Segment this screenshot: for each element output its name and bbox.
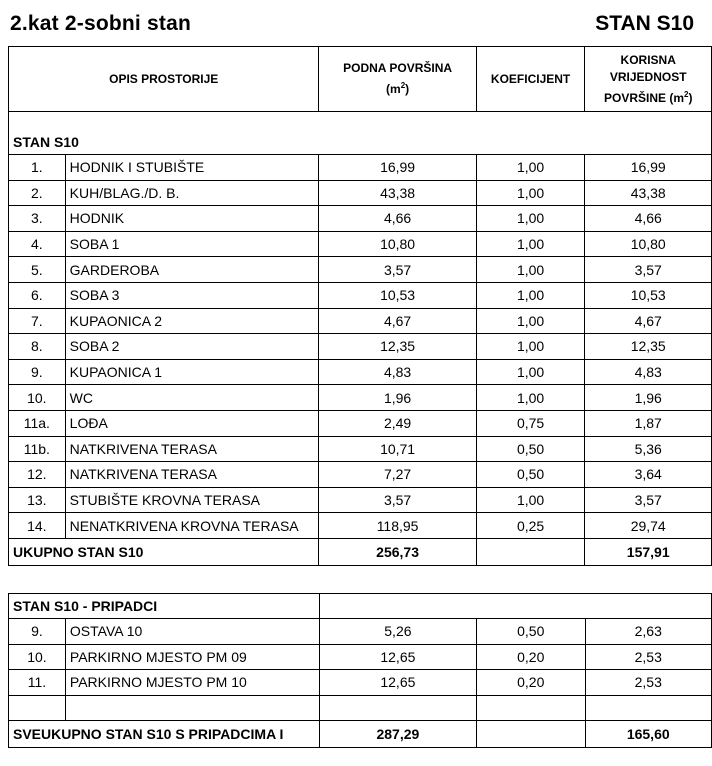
table-row [9,359,712,385]
coefficient: 0,50 [477,619,585,645]
floor-area: 12,65 [319,670,476,696]
table-row [9,513,712,539]
floor-area: 7,27 [319,462,476,488]
coefficient: 1,00 [476,206,585,232]
floor-area: 4,83 [319,359,476,385]
floor-area: 10,71 [319,436,476,462]
col-koef: KOEFICIJENT [476,47,585,112]
room-name: STUBIŠTE KROVNA TERASA [65,487,319,513]
room-name: LOĐA [65,410,319,436]
row-number: 14. [9,513,66,539]
usable-value: 3,57 [585,257,712,283]
empty-cell [319,695,476,721]
table-row [9,619,712,645]
total-coef-empty [476,538,585,565]
usable-value: 16,99 [585,155,712,181]
row-number: 11b. [9,436,66,462]
col-opis: OPIS PROSTORIJE [9,47,319,112]
usable-value: 4,67 [585,308,712,334]
row-number: 5. [9,257,66,283]
floor-area: 12,65 [319,644,476,670]
usable-value: 2,53 [585,644,712,670]
col-korisna: KORISNA VRIJEDNOST POVRŠINE $(m^2)$ [585,47,712,112]
coefficient: 1,00 [476,487,585,513]
table-row [9,410,712,436]
empty-cell [9,695,66,721]
table-row [9,487,712,513]
room-name: KUPAONICA 2 [65,308,319,334]
usable-value: 12,35 [585,334,712,360]
usable-value: 1,87 [585,410,712,436]
row-number: 12. [9,462,66,488]
usable-value: 4,83 [585,359,712,385]
room-name: SOBA 1 [65,231,319,257]
section-title: STAN S10 - PRIPADCI [9,594,320,619]
room-name: NATKRIVENA TERASA [65,436,319,462]
floor-area: 118,95 [319,513,476,539]
table-row [9,385,712,411]
usable-value: 29,74 [585,513,712,539]
floor-area: 2,49 [319,410,476,436]
empty-row [9,695,712,721]
appurtenance-table [8,593,712,748]
table-row [9,334,712,360]
room-name: HODNIK [65,206,319,232]
coefficient: 1,00 [476,257,585,283]
row-number: 9. [9,619,66,645]
room-name: KUH/BLAG./D. B. [65,180,319,206]
row-number: 13. [9,487,66,513]
usable-value: 2,53 [585,670,712,696]
grand-total-coef-empty [477,721,585,748]
room-name: PARKIRNO MJESTO PM 09 [65,644,319,670]
usable-value: 4,66 [585,206,712,232]
floor-area: 12,35 [319,334,476,360]
table-row [9,206,712,232]
grand-total-label: SVEUKUPNO STAN S10 S PRIPADCIMA I [9,721,320,748]
table-row [9,282,712,308]
coefficient: 0,25 [476,513,585,539]
room-name: SOBA 3 [65,282,319,308]
coefficient: 1,00 [476,308,585,334]
floor-area: 16,99 [319,155,476,181]
usable-value: 3,64 [585,462,712,488]
grand-total-area: 287,29 [319,721,476,748]
coefficient: 0,20 [477,644,585,670]
total-label: UKUPNO STAN S10 [9,538,319,565]
room-name: NATKRIVENA TERASA [65,462,319,488]
coefficient: 1,00 [476,282,585,308]
room-name: SOBA 2 [65,334,319,360]
usable-value: 10,80 [585,231,712,257]
floor-area: 3,57 [319,257,476,283]
room-name: HODNIK I STUBIŠTE [65,155,319,181]
floor-area: 3,57 [319,487,476,513]
row-number: 4. [9,231,66,257]
row-number: 2. [9,180,66,206]
section-title: STAN S10 [9,130,712,155]
floor-area: 10,53 [319,282,476,308]
floor-area: 4,67 [319,308,476,334]
apartment-title: STAN S10 [595,12,694,35]
coefficient: 1,00 [476,334,585,360]
usable-value: 1,96 [585,385,712,411]
coefficient: 0,50 [476,462,585,488]
empty-cell [585,695,712,721]
table-row [9,231,712,257]
usable-value: 43,38 [585,180,712,206]
room-name: PARKIRNO MJESTO PM 10 [65,670,319,696]
table-row [9,436,712,462]
total-row [9,538,712,565]
row-number: 10. [9,644,66,670]
table-row [9,257,712,283]
coefficient: 0,20 [477,670,585,696]
room-name: NENATKRIVENA KROVNA TERASA [65,513,319,539]
row-number: 6. [9,282,66,308]
floor-area: 10,80 [319,231,476,257]
total-area: 256,73 [319,538,476,565]
room-name: GARDEROBA [65,257,319,283]
row-number: 7. [9,308,66,334]
coefficient: 1,00 [476,155,585,181]
empty-cell [477,695,585,721]
usable-value: 2,63 [585,619,712,645]
room-name: OSTAVA 10 [65,619,319,645]
coefficient: 1,00 [476,231,585,257]
usable-value: 3,57 [585,487,712,513]
area-table [8,46,712,566]
row-number: 9. [9,359,66,385]
row-number: 3. [9,206,66,232]
table-row [9,308,712,334]
coefficient: 0,50 [476,436,585,462]
empty-cell [65,695,319,721]
table-row [9,180,712,206]
coefficient: 1,00 [476,385,585,411]
floor-area: 1,96 [319,385,476,411]
spacer-row [9,112,712,131]
floor-area: 43,38 [319,180,476,206]
row-number: 8. [9,334,66,360]
grand-total-row [9,721,712,748]
floor-area: 4,66 [319,206,476,232]
usable-value: 10,53 [585,282,712,308]
table-row [9,462,712,488]
row-number: 1. [9,155,66,181]
total-value: 157,91 [585,538,712,565]
usable-value: 5,36 [585,436,712,462]
room-name: KUPAONICA 1 [65,359,319,385]
section-title-empty [319,594,711,619]
table-header [9,47,712,112]
grand-total-value: 165,60 [585,721,712,748]
table-row [9,644,712,670]
row-number: 10. [9,385,66,411]
col-podna: PODNA POVRŠINA $(m^2)$ [319,47,476,112]
floor-title: 2.kat 2-sobni stan [10,12,191,35]
table-row [9,155,712,181]
coefficient: 0,75 [476,410,585,436]
row-number: 11. [9,670,66,696]
coefficient: 1,00 [476,359,585,385]
coefficient: 1,00 [476,180,585,206]
room-name: WC [65,385,319,411]
row-number: 11a. [9,410,66,436]
table-row [9,670,712,696]
floor-area: 5,26 [319,619,476,645]
